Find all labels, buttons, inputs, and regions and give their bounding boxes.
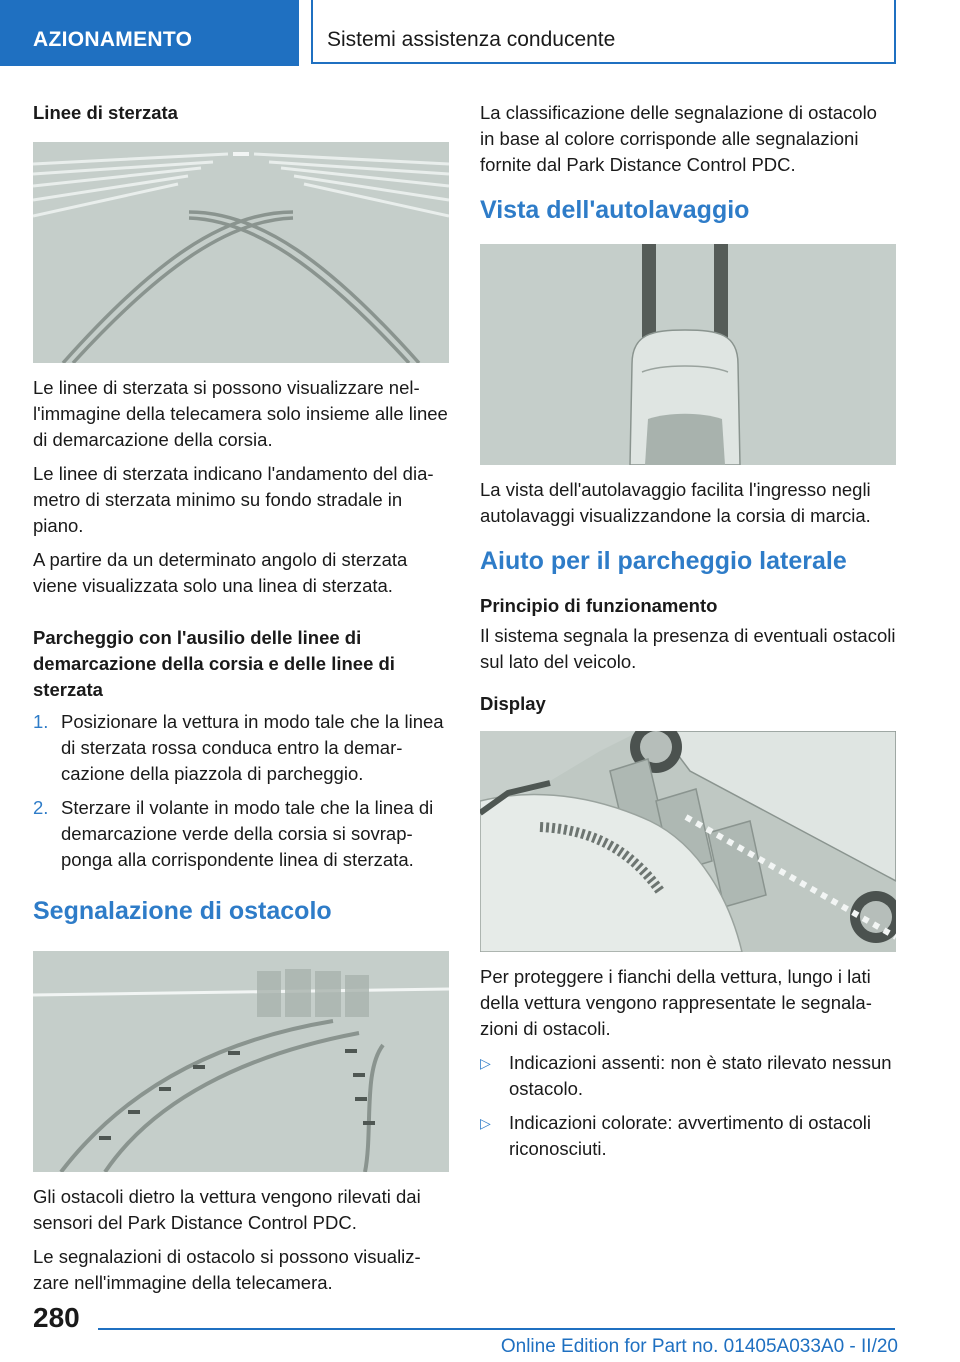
step-number: 1. <box>33 711 49 732</box>
header-chapter-label: Sistemi assistenza conducente <box>327 28 616 51</box>
steering-lines-figure <box>33 142 449 363</box>
obstacle-heading: Segnalazione di ostacolo <box>33 897 332 925</box>
display-heading: Display <box>480 693 546 714</box>
step-item <box>33 709 449 787</box>
step-text: Posizionare la vettura in modo tale che la linea di sterzata rossa conduca entro la demarcazione della piazzola di parcheggio. <box>61 711 444 784</box>
step-item <box>33 795 449 873</box>
triangle-bullet-icon: ▷ <box>480 1055 491 1071</box>
side-parking-figure <box>480 731 896 952</box>
header-chapter-tab <box>311 0 896 64</box>
display-paragraph: Per proteggere i fianchi della vettura, lungo i lati della vettura vengono rappresentate le segnalazioni di ostacoli. <box>480 966 872 1039</box>
list-item-text: Indicazioni colorate: avvertimento di ostacoli riconosciuti. <box>509 1112 871 1159</box>
carwash-paragraph: La vista dell'autolavaggio facilita l'ingresso negli autolavaggi visualizzandone la corsia di marcia. <box>480 479 871 526</box>
footer-divider <box>98 1328 895 1330</box>
page-number: 280 <box>33 1302 80 1333</box>
principle-heading: Principio di funzionamento <box>480 595 718 616</box>
left-column <box>33 100 449 1304</box>
carwash-heading: Vista dell'autolavaggio <box>480 196 750 224</box>
parking-steps <box>33 709 449 873</box>
principle-paragraph: Il sistema segnala la presenza di eventuali ostacoli sul lato del veicolo. <box>480 625 896 672</box>
triangle-bullet-icon: ▷ <box>480 1115 491 1131</box>
list-item <box>480 1050 896 1102</box>
steering-paragraph-2: Le linee di sterzata indicano l'andamento del diametro di sterzata minimo su fondo stradale in piano. <box>33 463 434 536</box>
obstacle-paragraph-1: Gli ostacoli dietro la vettura vengono rilevati dai sensori del Park Distance Control PDC. <box>33 1186 421 1233</box>
obstacle-figure <box>33 951 449 1172</box>
list-item-text: Indicazioni assenti: non è stato rilevato nessun ostacolo. <box>509 1052 892 1099</box>
steering-paragraph-1: Le linee di sterzata si possono visualizzare nell'immagine della telecamera solo insieme alle linee di demarcazione della corsia. <box>33 377 448 450</box>
step-number: 2. <box>33 797 49 818</box>
right-column <box>480 100 896 1170</box>
steering-lines-heading: Linee di sterzata <box>33 102 178 123</box>
obstacle-paragraph-2: Le segnalazioni di ostacolo si possono visualizzare nell'immagine della telecamera. <box>33 1246 421 1293</box>
list-item <box>480 1110 896 1162</box>
carwash-figure <box>480 244 896 465</box>
step-text: Sterzare il volante in modo tale che la linea di demarcazione verde della corsia si sovrapponga alla corrispondente linea di sterzata. <box>61 797 434 870</box>
parking-heading: Parcheggio con l'ausilio delle linee di demarcazione della corsia e delle linee di sterzata <box>33 627 395 700</box>
classification-paragraph: La classificazione delle segnalazione di ostacolo in base al colore corrisponde alle segnalazioni fornite dal Park Distance Control PDC. <box>480 102 877 175</box>
header-section-tab <box>0 0 299 66</box>
header-section-label: AZIONAMENTO <box>33 28 193 51</box>
side-parking-heading: Aiuto per il parcheggio laterale <box>480 547 847 575</box>
steering-paragraph-3: A partire da un determinato angolo di sterzata viene visualizzata solo una linea di sterzata. <box>33 549 408 596</box>
indication-list <box>480 1050 896 1162</box>
edition-footer: Online Edition for Part no. 01405A033A0 - II/20 <box>500 1336 898 1357</box>
